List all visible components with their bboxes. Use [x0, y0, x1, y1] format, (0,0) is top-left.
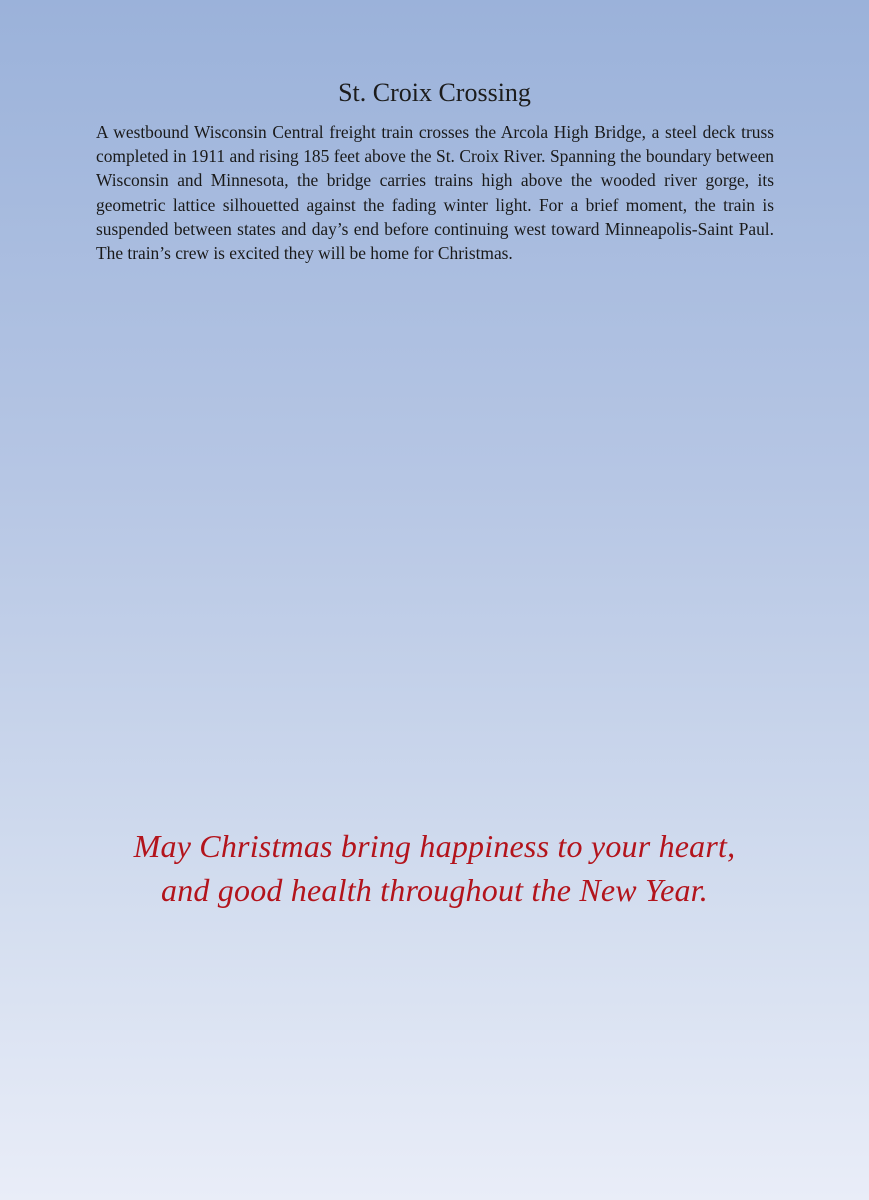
- greeting-line-1: May Christmas bring happiness to your heart,: [133, 828, 736, 864]
- holiday-greeting: [0, 824, 869, 912]
- greeting-line-2: and good health throughout the New Year.: [161, 872, 708, 908]
- card-title: St. Croix Crossing: [338, 78, 531, 107]
- card-description: A westbound Wisconsin Central freight train crosses the Arcola High Bridge, a steel deck truss completed in 1911 and rising 185 feet above the St. Croix River. Spanning the boundary between Wisconsin and Minnesota, the bridge carries trains high above the wooded river gorge, its geometric lattice silhouetted against the fading winter light. For a brief moment, the train is suspended between states and day’s end before continuing west toward Minneapolis-Saint Paul. The train’s crew is excited they will be home for Christmas.: [96, 122, 774, 264]
